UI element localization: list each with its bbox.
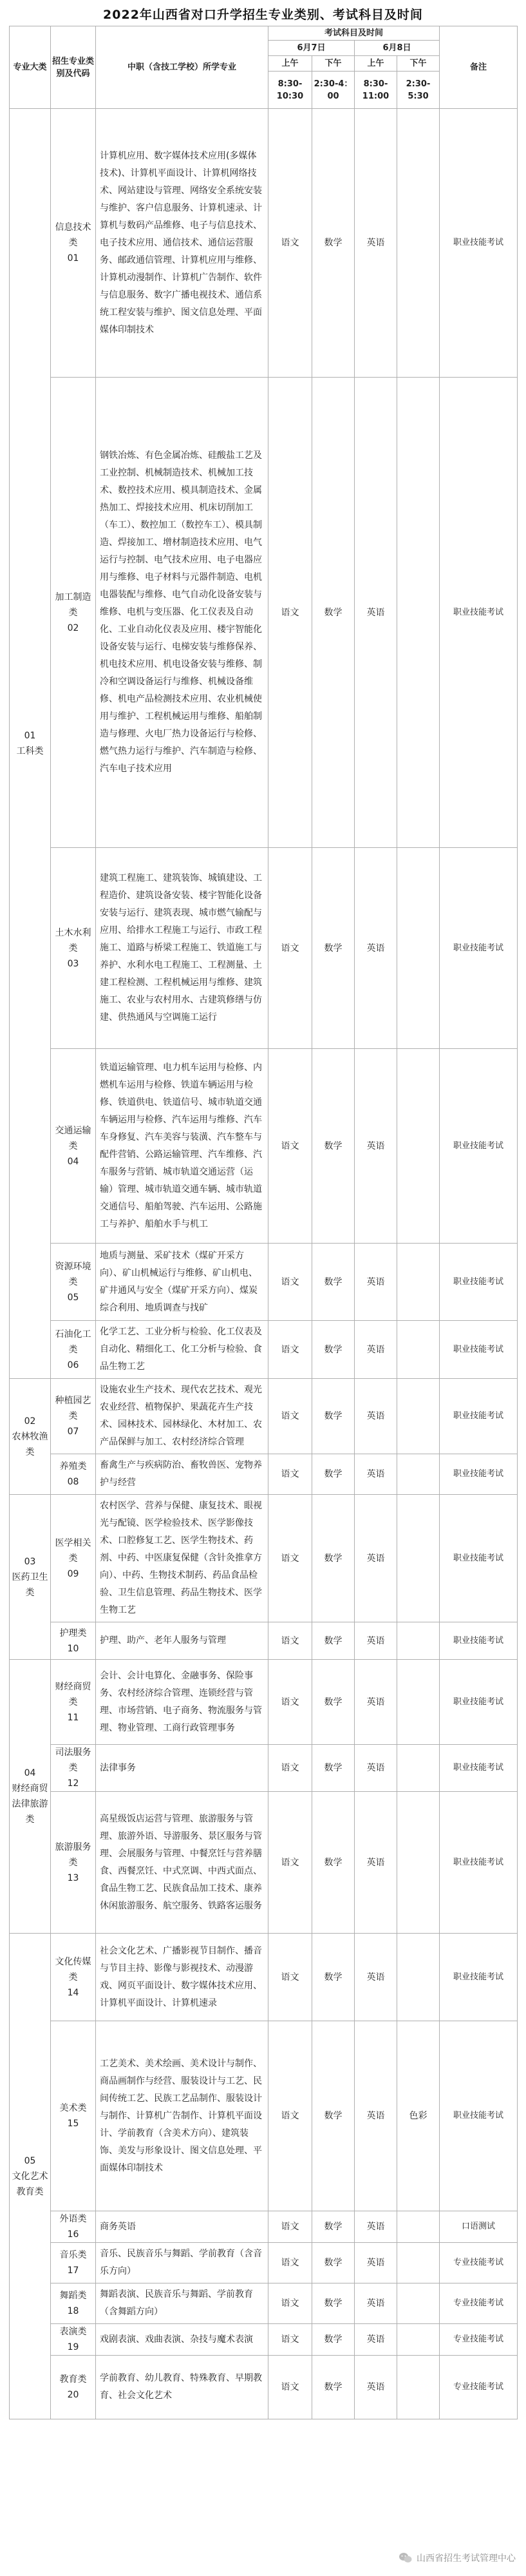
subject-chinese: 语文 — [268, 1495, 312, 1622]
type-cell — [51, 1792, 96, 1934]
subject-chinese: 语文 — [268, 378, 312, 848]
table-row — [10, 1454, 518, 1495]
type-name: 外语类 — [59, 2214, 87, 2224]
subject-english: 英语 — [355, 378, 397, 848]
subject-chinese: 语文 — [268, 2283, 312, 2324]
subject-math: 数学 — [312, 1049, 355, 1244]
note-cell: 职业技能考试 — [440, 109, 518, 378]
subject-english: 英语 — [355, 2324, 397, 2356]
majors-cell: 舞蹈表演、民族音乐与舞蹈、学前教育（含舞蹈方向） — [96, 2283, 268, 2324]
majors-cell: 社会文化艺术、广播影视节目制作、播音与节目主持、影像与影视技术、动漫游戏、网页平面设计、数字媒体技术应用、计算机平面设计、计算机速录 — [96, 1934, 268, 2021]
subject-chinese: 语文 — [268, 1934, 312, 2021]
table-row — [10, 2283, 518, 2324]
majors-cell: 工艺美术、美术绘画、美术设计与制作、商品画制作与经营、服装设计与工艺、民间传统工艺、民族工艺品制作、服装设计与制作、计算机广告制作、计算机平面设计、学前教育（含美术方向）、建筑装饰、美发与形象设计、图文信息处理、平面媒体印制技术 — [96, 2021, 268, 2211]
table-row — [10, 1495, 518, 1622]
note-cell: 职业技能考试 — [440, 1495, 518, 1622]
category-code: 03 — [24, 1556, 36, 1567]
category-name: 医药卫生类 — [12, 1572, 48, 1598]
subject-english: 英语 — [355, 2211, 397, 2243]
header-majors: 中职（含技工学校）所学专业 — [96, 26, 268, 109]
subject-extra — [397, 109, 440, 378]
table-row — [10, 1660, 518, 1745]
subject-english: 英语 — [355, 1049, 397, 1244]
note-cell: 职业技能考试 — [440, 1244, 518, 1321]
table-row — [10, 109, 518, 378]
type-cell — [51, 1660, 96, 1745]
header-am-1: 上午 — [268, 56, 312, 72]
subject-math: 数学 — [312, 2243, 355, 2283]
subject-extra — [397, 2211, 440, 2243]
note-cell: 口语测试 — [440, 2211, 518, 2243]
header-time-4: 2:30-5:30 — [397, 72, 440, 109]
subject-english: 英语 — [355, 1321, 397, 1379]
note-cell: 职业技能考试 — [440, 1379, 518, 1454]
table-row — [10, 1745, 518, 1792]
type-name: 护理类 — [59, 1628, 87, 1639]
majors-cell: 地质与测量、采矿技术（煤矿开采方向）、矿山机械运行与维修、矿山机电、矿井通风与安全（煤矿开采方向）、煤炭综合利用、地质调查与找矿 — [96, 1244, 268, 1321]
subject-extra — [397, 1244, 440, 1321]
subject-math: 数学 — [312, 1495, 355, 1622]
subject-chinese: 语文 — [268, 1660, 312, 1745]
majors-cell: 法律事务 — [96, 1745, 268, 1792]
subject-english: 英语 — [355, 2021, 397, 2211]
subject-english: 英语 — [355, 1495, 397, 1622]
majors-cell: 护理、助产、老年人服务与管理 — [96, 1622, 268, 1660]
majors-cell: 戏剧表演、戏曲表演、杂技与魔术表演 — [96, 2324, 268, 2356]
table-row — [10, 2211, 518, 2243]
type-name: 资源环境类 — [55, 1261, 91, 1287]
type-name: 石油化工类 — [55, 1329, 91, 1355]
category-code: 05 — [24, 2155, 36, 2166]
subject-chinese: 语文 — [268, 2243, 312, 2283]
type-name: 加工制造类 — [55, 591, 91, 618]
note-cell: 职业技能考试 — [440, 1321, 518, 1379]
exam-schedule-table — [9, 26, 518, 2419]
category-code: 04 — [24, 1768, 36, 1778]
type-code: 09 — [67, 1568, 79, 1579]
subject-chinese: 语文 — [268, 1454, 312, 1495]
subject-math: 数学 — [312, 1745, 355, 1792]
type-cell — [51, 2021, 96, 2211]
type-name: 教育类 — [59, 2374, 87, 2385]
subject-math: 数学 — [312, 1454, 355, 1495]
type-code: 11 — [67, 1712, 79, 1723]
subject-chinese: 语文 — [268, 2356, 312, 2419]
type-code: 05 — [67, 1292, 79, 1303]
watermark-text: 山西省招生考试管理中心 — [417, 2553, 516, 2564]
subject-chinese: 语文 — [268, 1244, 312, 1321]
type-name: 种植园艺类 — [55, 1396, 91, 1421]
subject-math: 数学 — [312, 1379, 355, 1454]
subject-english: 英语 — [355, 1454, 397, 1495]
subject-english: 英语 — [355, 1622, 397, 1660]
type-cell — [51, 2324, 96, 2356]
category-cell — [10, 109, 51, 1379]
type-name: 信息技术类 — [55, 222, 91, 248]
page-title: 2022年山西省对口升学招生专业类别、考试科目及时间 — [103, 8, 423, 22]
subject-chinese: 语文 — [268, 1049, 312, 1244]
category-code: 02 — [24, 1416, 36, 1427]
type-cell — [51, 1379, 96, 1454]
type-code: 16 — [67, 2229, 79, 2240]
table-row — [10, 2021, 518, 2211]
type-name: 土木水利类 — [55, 927, 91, 954]
subject-chinese: 语文 — [268, 2211, 312, 2243]
type-name: 美术类 — [59, 2103, 87, 2113]
table-row — [10, 2356, 518, 2419]
majors-cell: 学前教育、幼儿教育、特殊教育、早期教育、社会文化艺术 — [96, 2356, 268, 2419]
subject-math: 数学 — [312, 1622, 355, 1660]
majors-cell: 农村医学、营养与保健、康复技术、眼视光与配镜、医学检验技术、医学影像技术、口腔修复工艺、医学生物技术、药剂、中药、中医康复保健（含针灸推拿方向）、中药、生物技术制药、药品食品检验、卫生信息管理、药品生物技术、医学生物工艺 — [96, 1495, 268, 1622]
type-code: 06 — [67, 1360, 79, 1370]
note-cell: 专业技能考试 — [440, 2324, 518, 2356]
category-cell — [10, 1495, 51, 1660]
type-code: 03 — [67, 958, 79, 969]
note-cell: 专业技能考试 — [440, 2356, 518, 2419]
category-name: 文化艺术教育类 — [12, 2171, 48, 2197]
subject-extra — [397, 1321, 440, 1379]
header-category: 专业大类 — [10, 26, 51, 109]
table-row — [10, 1321, 518, 1379]
type-name: 舞蹈类 — [59, 2291, 87, 2301]
category-name: 工科类 — [16, 746, 44, 756]
majors-cell: 设施农业生产技术、现代农艺技术、观光农业经营、植物保护、果蔬花卉生产技术、园林技术、园林绿化、木材加工、农产品保鲜与加工、农村经济综合管理 — [96, 1379, 268, 1454]
note-cell: 专业技能考试 — [440, 2283, 518, 2324]
note-cell: 职业技能考试 — [440, 1660, 518, 1745]
majors-cell: 会计、会计电算化、金融事务、保险事务、农村经济综合管理、连锁经营与管理、市场营销、电子商务、物流服务与管理、物业管理、工商行政管理事务 — [96, 1660, 268, 1745]
type-code: 14 — [67, 1987, 79, 1998]
type-name: 财经商贸类 — [55, 1681, 91, 1707]
type-cell — [51, 1495, 96, 1622]
subject-extra — [397, 1049, 440, 1244]
subject-extra — [397, 2243, 440, 2283]
note-cell: 职业技能考试 — [440, 1745, 518, 1792]
note-cell: 专业技能考试 — [440, 2243, 518, 2283]
type-cell — [51, 1454, 96, 1495]
subject-extra — [397, 1745, 440, 1792]
subject-math: 数学 — [312, 2283, 355, 2324]
header-pm-2: 下午 — [397, 56, 440, 72]
header-note: 备注 — [440, 26, 518, 109]
subject-chinese: 语文 — [268, 109, 312, 378]
subject-english: 英语 — [355, 109, 397, 378]
note-cell: 职业技能考试 — [440, 1622, 518, 1660]
type-code: 20 — [67, 2390, 79, 2400]
subject-extra — [397, 2283, 440, 2324]
category-name: 财经商贸法律旅游类 — [12, 1783, 48, 1825]
subject-math: 数学 — [312, 1321, 355, 1379]
type-cell — [51, 848, 96, 1049]
type-cell — [51, 1321, 96, 1379]
note-cell: 职业技能考试 — [440, 1792, 518, 1934]
subject-math: 数学 — [312, 848, 355, 1049]
type-cell — [51, 1934, 96, 2021]
note-cell: 职业技能考试 — [440, 2021, 518, 2211]
subject-chinese: 语文 — [268, 1745, 312, 1792]
subject-english: 英语 — [355, 1660, 397, 1745]
wechat-icon — [399, 2552, 413, 2564]
type-cell — [51, 2211, 96, 2243]
subject-english: 英语 — [355, 2356, 397, 2419]
type-name: 司法服务类 — [55, 1747, 91, 1773]
table-row — [10, 1049, 518, 1244]
majors-cell: 计算机应用、数字媒体技术应用(多媒体技术)、计算机平面设计、计算机网络技术、网站建设与管理、网络安全系统安装与维护、客户信息服务、计算机速录、计算机与数码产品维修、电子与信息技术、电子技术应用、通信技术、通信运营服务、邮政通信管理、计算机应用与维修、计算机动漫制作、计算机广告制作、软件与信息服务、数字广播电视技术、通信系统工程安装与维护、图文信息处理、平面媒体印制技术 — [96, 109, 268, 378]
note-cell: 职业技能考试 — [440, 1934, 518, 2021]
majors-cell: 钢铁冶炼、有色金属冶炼、硅酸盐工艺及工业控制、机械制造技术、机械加工技术、数控技术应用、模具制造技术、金属热加工、焊接技术应用、机床切削加工（车工）、数控加工（数控车工）、模具制造、焊接加工、增材制造技术应用、电气运行与控制、电气技术应用、电子电器应用与维修、电子材料与元器件制造、电机电器装配与维修、电气自动化设备安装与维修、电机与变压器、化工仪表及自动化、工业自动化仪表及应用、楼宇智能化设备安装与运行、电梯安装与维修保养、机电技术应用、机电设备安装与维修、制冷和空调设备运行与维修、机械设备维修、机电产品检测技术应用、农业机械使用与维护、工程机械运用与维修、船舶制造与修理、火电厂热力设备运行与检修、燃气热力运行与维护、汽车制造与检修、汽车电子技术应用 — [96, 378, 268, 848]
subject-english: 英语 — [355, 1934, 397, 2021]
category-name: 农林牧渔类 — [12, 1431, 48, 1457]
header-time-1: 8:30-10:30 — [268, 72, 312, 109]
note-cell: 职业技能考试 — [440, 1454, 518, 1495]
type-code: 10 — [67, 1643, 79, 1654]
subject-math: 数学 — [312, 1660, 355, 1745]
subject-chinese: 语文 — [268, 848, 312, 1049]
majors-cell: 商务英语 — [96, 2211, 268, 2243]
subject-english: 英语 — [355, 1792, 397, 1934]
table-row — [10, 1244, 518, 1321]
subject-math: 数学 — [312, 1792, 355, 1934]
header-type: 招生专业类别及代码 — [51, 26, 96, 109]
subject-extra — [397, 1454, 440, 1495]
type-code: 07 — [67, 1427, 79, 1437]
type-code: 13 — [67, 1872, 79, 1883]
type-cell — [51, 1049, 96, 1244]
subject-math: 数学 — [312, 2211, 355, 2243]
table-row — [10, 2324, 518, 2356]
subject-math: 数学 — [312, 378, 355, 848]
subject-english: 英语 — [355, 848, 397, 1049]
type-name: 表演类 — [59, 2327, 87, 2337]
table-row — [10, 1379, 518, 1454]
header-date-2: 6月8日 — [355, 41, 440, 56]
type-code: 19 — [67, 2342, 79, 2352]
table-row — [10, 848, 518, 1049]
type-name: 交通运输类 — [55, 1125, 91, 1151]
subject-chinese: 语文 — [268, 1321, 312, 1379]
subject-chinese: 语文 — [268, 1379, 312, 1454]
note-cell: 职业技能考试 — [440, 848, 518, 1049]
type-name: 医学相关类 — [55, 1537, 91, 1564]
type-code: 02 — [67, 622, 79, 633]
subject-chinese: 语文 — [268, 1622, 312, 1660]
majors-cell: 高星级饭店运营与管理、旅游服务与管理、旅游外语、导游服务、景区服务与管理、会展服务与管理、中餐烹饪与营养膳食、西餐烹饪、中式烹调、中西式面点、食品生物工艺、民族食品加工技术、康养休闲旅游服务、航空服务、铁路客运服务 — [96, 1792, 268, 1934]
subject-english: 英语 — [355, 1745, 397, 1792]
type-name: 文化传媒类 — [55, 1956, 91, 1983]
subject-math: 数学 — [312, 1934, 355, 2021]
type-code: 12 — [67, 1778, 79, 1789]
category-cell — [10, 1934, 51, 2419]
subject-english: 英语 — [355, 2283, 397, 2324]
subject-math: 数学 — [312, 2324, 355, 2356]
subject-extra — [397, 1934, 440, 2021]
type-name: 音乐类 — [59, 2250, 87, 2260]
majors-cell: 化学工艺、工业分析与检验、化工仪表及自动化、精细化工、化工分析与检验、食品生物工艺 — [96, 1321, 268, 1379]
subject-extra — [397, 1379, 440, 1454]
category-cell — [10, 1660, 51, 1934]
type-code: 15 — [67, 2119, 79, 2129]
type-code: 17 — [67, 2265, 79, 2276]
note-cell: 职业技能考试 — [440, 1049, 518, 1244]
header-pm-1: 下午 — [312, 56, 355, 72]
subject-extra — [397, 1622, 440, 1660]
majors-cell: 畜禽生产与疾病防治、畜牧兽医、宠物养护与经营 — [96, 1454, 268, 1495]
type-cell — [51, 2283, 96, 2324]
type-cell — [51, 1745, 96, 1792]
table-row — [10, 378, 518, 848]
type-name: 旅游服务类 — [55, 1841, 91, 1868]
subject-extra — [397, 2324, 440, 2356]
type-cell — [51, 109, 96, 378]
header-date-1: 6月7日 — [268, 41, 355, 56]
type-cell — [51, 2243, 96, 2283]
type-cell — [51, 1244, 96, 1321]
header-am-2: 上午 — [355, 56, 397, 72]
note-cell: 职业技能考试 — [440, 378, 518, 848]
type-cell — [51, 2356, 96, 2419]
type-cell — [51, 1622, 96, 1660]
header-exam: 考试科目及时间 — [268, 26, 440, 41]
subject-math: 数学 — [312, 2356, 355, 2419]
type-name: 养殖类 — [59, 1461, 87, 1472]
header-time-3: 8:30-11:00 — [355, 72, 397, 109]
subject-extra — [397, 848, 440, 1049]
subject-extra — [397, 1792, 440, 1934]
subject-math: 数学 — [312, 2021, 355, 2211]
subject-math: 数学 — [312, 109, 355, 378]
table-row — [10, 1622, 518, 1660]
header-time-2: 2:30-4：00 — [312, 72, 355, 109]
subject-extra — [397, 378, 440, 848]
type-code: 18 — [67, 2306, 79, 2316]
watermark — [399, 2552, 516, 2564]
majors-cell: 音乐、民族音乐与舞蹈、学前教育（含音乐方向） — [96, 2243, 268, 2283]
subject-english: 英语 — [355, 1379, 397, 1454]
majors-cell: 铁道运输管理、电力机车运用与检修、内燃机车运用与检修、铁道车辆运用与检修、铁道供电、铁道信号、城市轨道交通车辆运用与检修、汽车运用与维修、汽车车身修复、汽车美容与装潢、汽车整车与配件营销、公路运输管理、汽车维修、汽车服务与营销、城市轨道交通运营（运输）管理、城市轨道交通车辆、城市轨道交通信号、船舶驾驶、汽车运用、公路施工与养护、船舶水手与机工 — [96, 1049, 268, 1244]
subject-extra — [397, 1495, 440, 1622]
table-row — [10, 2243, 518, 2283]
type-code: 08 — [67, 1477, 79, 1487]
subject-english: 英语 — [355, 1244, 397, 1321]
type-cell — [51, 378, 96, 848]
subject-chinese: 语文 — [268, 1792, 312, 1934]
subject-chinese: 语文 — [268, 2021, 312, 2211]
category-cell — [10, 1379, 51, 1495]
subject-math: 数学 — [312, 1244, 355, 1321]
subject-chinese: 语文 — [268, 2324, 312, 2356]
type-code: 04 — [67, 1156, 79, 1167]
subject-extra — [397, 2356, 440, 2419]
category-code: 01 — [24, 731, 36, 741]
type-code: 01 — [67, 253, 79, 264]
subject-extra: 色彩 — [397, 2021, 440, 2211]
subject-english: 英语 — [355, 2243, 397, 2283]
table-row — [10, 1934, 518, 2021]
table-row — [10, 1792, 518, 1934]
majors-cell: 建筑工程施工、建筑装饰、城镇建设、工程造价、建筑设备安装、楼宇智能化设备安装与运行、建筑表现、城市燃气输配与应用、给排水工程施工与运行、市政工程施工、道路与桥梁工程施工、铁道施工与养护、水利水电工程施工、工程测量、土建工程检测、工程机械运用与维修、建筑施工、农业与农村用水、古建筑修缮与仿建、供热通风与空调施工运行 — [96, 848, 268, 1049]
subject-extra — [397, 1660, 440, 1745]
